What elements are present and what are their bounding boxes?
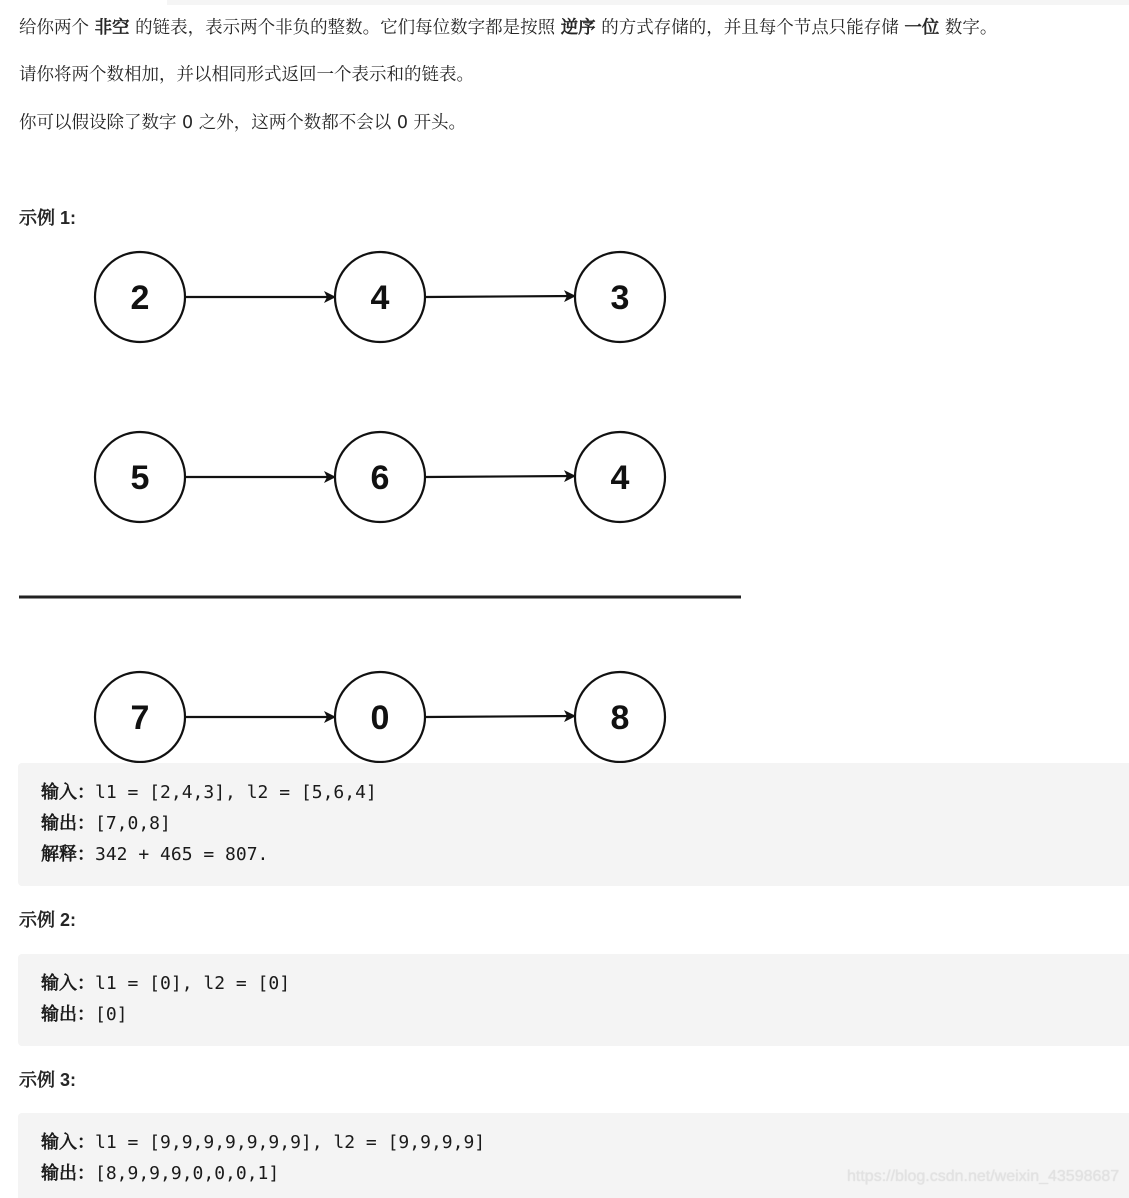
code-line-output [41, 999, 1129, 1030]
arrow-icon [426, 296, 574, 297]
arrow-icon [426, 476, 574, 477]
example-1-heading: 示例 1: [19, 208, 77, 228]
intro-paragraph-3: 你可以假设除了数字 0 之外，这两个数都不会以 0 开头。 [19, 113, 467, 133]
node-value: 2 [130, 279, 150, 317]
example-1-codeblock [18, 763, 1129, 886]
node-value: 7 [130, 699, 150, 737]
top-scroll-strip [167, 0, 1129, 5]
example-2-heading: 示例 2: [19, 910, 77, 930]
node-value: 5 [130, 459, 150, 497]
list1-row [95, 252, 665, 342]
emphasis-reverse-order: 逆序 [560, 18, 596, 38]
result-row [95, 672, 665, 762]
code-line-explanation [41, 839, 1129, 870]
label-explanation: 解释： [41, 844, 95, 865]
text: 的链表，表示两个非负的整数。它们每位数字都是按照 [129, 18, 561, 38]
label-output: 输出： [41, 813, 95, 834]
output-value: [7,0,8] [95, 813, 171, 834]
code-line-input [41, 1127, 1129, 1158]
example-2-codeblock [18, 954, 1129, 1046]
input-value: l1 = [9,9,9,9,9,9,9], l2 = [9,9,9,9] [95, 1132, 486, 1153]
node-value: 0 [370, 699, 390, 737]
code-line-input [41, 968, 1129, 999]
label-input: 输入： [41, 973, 95, 994]
output-value: [0] [95, 1004, 128, 1025]
text: 数字。 [939, 18, 998, 38]
linked-list-diagram [0, 230, 760, 770]
label-input: 输入： [41, 1132, 95, 1153]
label-input: 输入： [41, 782, 95, 803]
text: 给你两个 [19, 18, 95, 38]
node-value: 6 [370, 459, 390, 497]
emphasis-non-empty: 非空 [94, 18, 130, 38]
node-value: 8 [610, 699, 630, 737]
intro-paragraph-2: 请你将两个数相加，并以相同形式返回一个表示和的链表。 [19, 65, 474, 85]
label-output: 输出： [41, 1163, 95, 1184]
text: 的方式存储的，并且每个节点只能存储 [595, 18, 905, 38]
arrow-icon [426, 716, 574, 717]
input-value: l1 = [0], l2 = [0] [95, 973, 291, 994]
output-value: [8,9,9,9,0,0,0,1] [95, 1163, 280, 1184]
watermark: https://blog.csdn.net/weixin_43598687 [847, 1168, 1120, 1185]
node-value: 4 [610, 459, 630, 497]
example-3-heading: 示例 3: [19, 1070, 77, 1090]
code-line-output [41, 808, 1129, 839]
code-line-input [41, 777, 1129, 808]
node-value: 4 [370, 279, 390, 317]
list2-row [95, 432, 665, 522]
input-value: l1 = [2,4,3], l2 = [5,6,4] [95, 782, 377, 803]
label-output: 输出： [41, 1004, 95, 1025]
intro-paragraph-1 [19, 16, 997, 40]
explanation-value: 342 + 465 = 807. [95, 844, 269, 865]
emphasis-one-digit: 一位 [904, 18, 940, 38]
node-value: 3 [610, 279, 630, 317]
